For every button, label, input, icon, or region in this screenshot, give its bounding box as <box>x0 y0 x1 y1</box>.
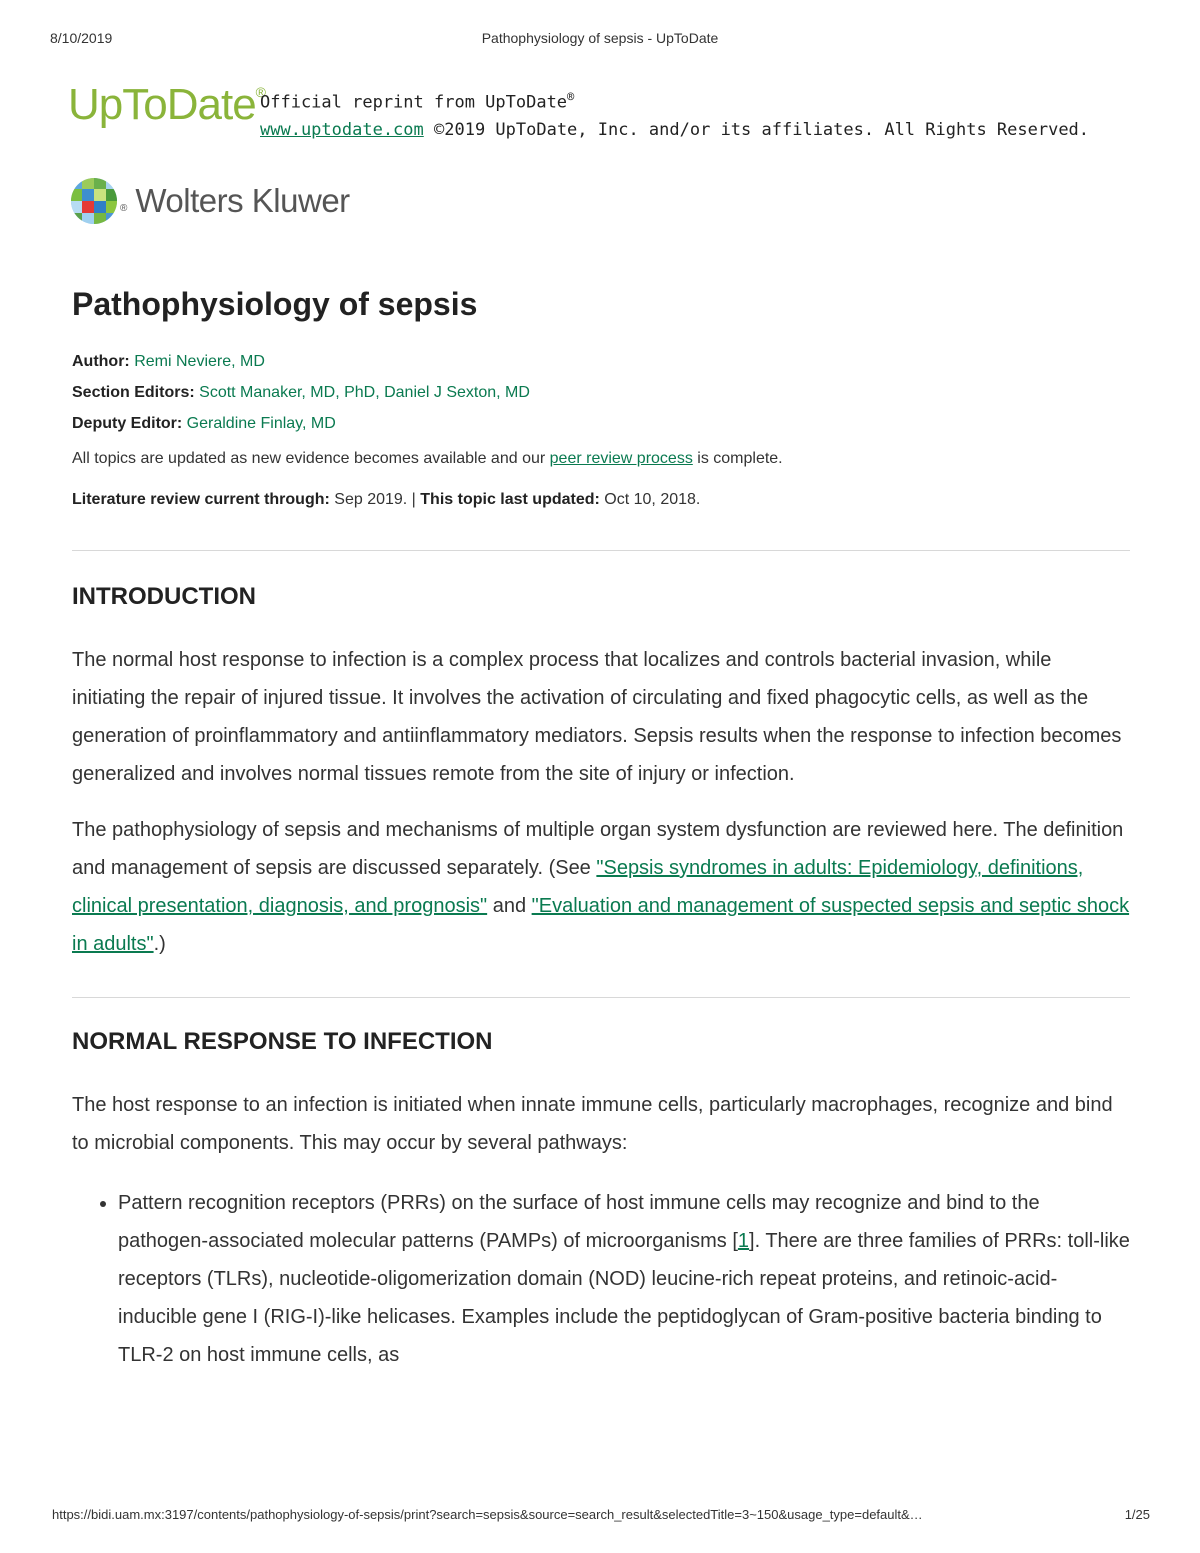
print-header <box>50 30 1150 50</box>
reprint-notice <box>260 84 1089 144</box>
update-notice <box>72 447 1130 471</box>
author-label: Author: <box>72 353 130 370</box>
uptodate-logo-reg: ® <box>255 84 265 100</box>
sepsis-syndromes-link[interactable]: "Sepsis syndromes in adults: Epidemiology, definitions, clinical presentation, diagnosis, and prognosis" <box>72 857 1084 917</box>
deputy-editor-row <box>72 408 1130 439</box>
sepsis-management-link[interactable]: "Evaluation and management of suspected sepsis and septic shock in adults" <box>72 895 1130 955</box>
article-title: Pathophysiology of sepsis <box>72 286 478 322</box>
uptodate-logo-text: UpToDate <box>68 80 256 129</box>
uptodate-logo[interactable] <box>68 80 265 130</box>
reprint-line1: Official reprint from UpToDate <box>260 92 568 113</box>
wolters-kluwer-reg: ® <box>120 203 128 214</box>
author-link[interactable]: Remi Neviere, MD <box>134 353 265 370</box>
pathway-list <box>72 1184 1130 1374</box>
section-divider <box>72 997 1130 998</box>
deputy-editor-link[interactable]: Geraldine Finlay, MD <box>186 415 336 432</box>
section-divider <box>72 550 1130 551</box>
intro-paragraph-1: The normal host response to infection is a complex process that localizes and controls bacterial invasion, while initiating the repair of injured tissue. It involves the activation of circulating and fixed phagocytic cells, as well as the generation of proinflammatory and antiinflammatory mediators. Sepsis results when the response to infection becomes generalized and involves normal tissues remote from the site of injury or infection. <box>72 649 1122 785</box>
section-editors-label: Section Editors: <box>72 384 195 401</box>
update-notice-end: is complete. <box>692 450 783 467</box>
copyright-text: ©2019 UpToDate, Inc. and/or its affiliates. All Rights Reserved. <box>423 119 1090 140</box>
reprint-reg: ® <box>567 90 575 104</box>
section-heading-normal-response: NORMAL RESPONSE TO INFECTION <box>72 1028 493 1055</box>
intro-p2-end: .) <box>153 933 166 955</box>
intro-paragraph-2 <box>72 811 1130 963</box>
author-row <box>72 346 1130 377</box>
lit-review-label: Literature review current through: <box>72 491 330 508</box>
review-dates <box>72 488 1130 512</box>
bullet1-text-end: ]. There are three families of PRRs: toll-like receptors (TLRs), nucleotide-oligomerization domain (NOD) leucine-rich repeat proteins, and retinoic-acid-inducible gene I (RIG-I)-like helicases. Examples include the peptidoglycan of Gram-positive bacteria binding to TLR-2 on host immune cells, as <box>118 1230 1130 1366</box>
page-number: 1/25 <box>1124 1507 1150 1522</box>
print-url: https://bidi.uam.mx:3197/contents/pathophysiology-of-sepsis/print?search=sepsis&source=search_result&selectedTitle=3~150&usage_type=default&… <box>52 1507 923 1522</box>
section-editors-row <box>72 377 1130 408</box>
wolters-kluwer-logo <box>70 176 350 226</box>
uptodate-site-link[interactable]: www.uptodate.com <box>260 119 424 140</box>
bullet1-text: Pattern recognition receptors (PRRs) on the surface of host immune cells may recognize and bind to the pathogen-associated molecular patterns (PAMPs) of microorganisms [ <box>118 1192 1040 1252</box>
print-date: 8/10/2019 <box>50 30 113 46</box>
last-updated-value: Oct 10, 2018. <box>599 491 701 508</box>
normal-response-paragraph: The host response to an infection is initiated when innate immune cells, particularly macrophages, recognize and bind to microbial components. This may occur by several pathways: <box>72 1094 1113 1154</box>
intro-p2-text: The pathophysiology of sepsis and mechanisms of multiple organ system dysfunction are reviewed here. The definition and management of sepsis are discussed separately. (See <box>72 819 1124 879</box>
intro-p2-and: and <box>487 895 532 917</box>
article-metadata <box>72 346 1130 439</box>
last-updated-label: This topic last updated: <box>420 491 600 508</box>
section-editors-links[interactable]: Scott Manaker, MD, PhD, Daniel J Sexton, MD <box>199 384 530 401</box>
wolters-kluwer-text: Wolters Kluwer <box>135 182 350 219</box>
section-heading-introduction: INTRODUCTION <box>72 583 256 610</box>
list-item <box>118 1184 1130 1374</box>
update-notice-text: All topics are updated as new evidence becomes available and our <box>72 450 546 467</box>
deputy-editor-label: Deputy Editor: <box>72 415 183 432</box>
lit-review-value: Sep 2019. | <box>329 491 421 508</box>
reference-link-1[interactable]: 1 <box>737 1230 750 1252</box>
peer-review-link[interactable]: peer review process <box>549 450 693 467</box>
print-doc-title: Pathophysiology of sepsis - UpToDate <box>481 30 719 46</box>
wolters-kluwer-mosaic-icon <box>70 177 118 225</box>
article-content <box>72 280 1130 1374</box>
